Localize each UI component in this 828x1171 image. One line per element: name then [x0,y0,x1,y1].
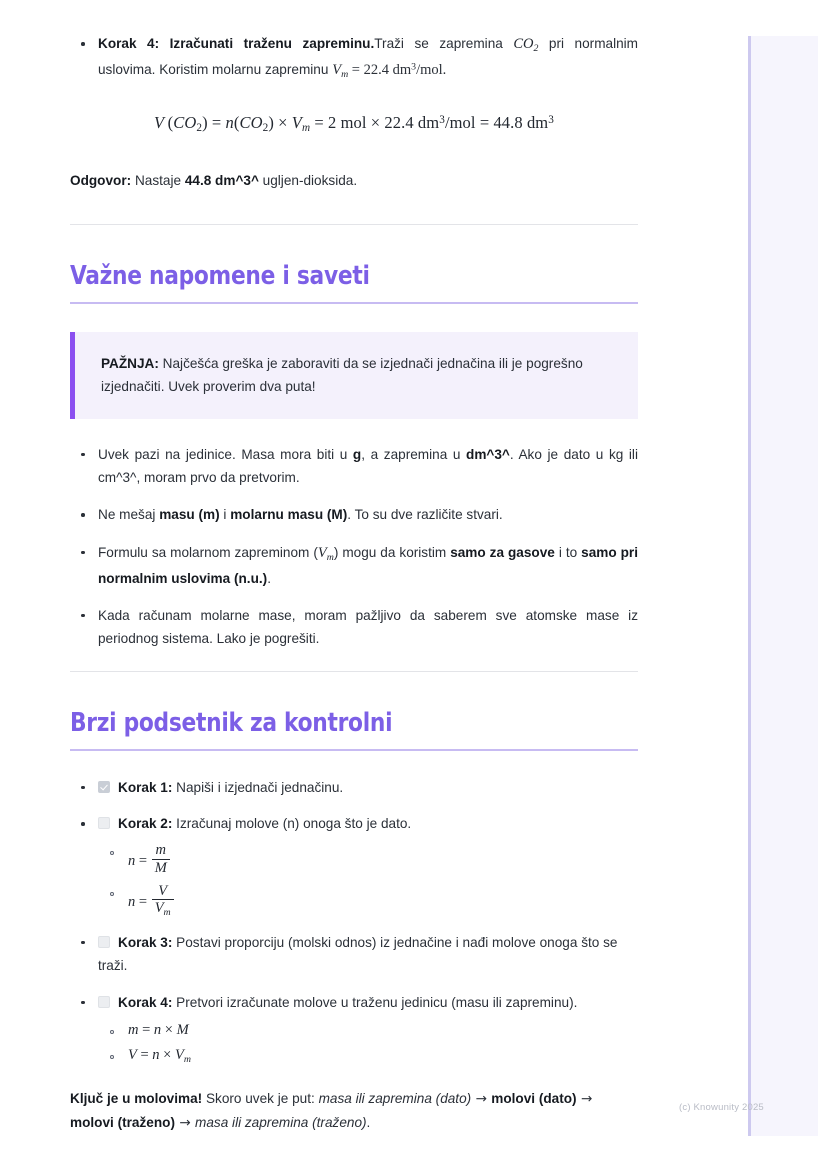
math-symbol: n [153,1021,162,1038]
checklist-item-text: Pretvori izračunate molove u traženu jedinicu (masu ili zapreminu). [172,994,578,1010]
closing-bold-b: molovi (traženo) [70,1115,175,1131]
math-symbol: M [154,859,167,876]
math-symbol: n [128,853,136,870]
closing-arrow-3: → [174,1115,196,1132]
right-side-panel [748,36,818,1136]
attention-callout [70,332,638,419]
formula: m = n × M [128,1021,189,1038]
reminder-section [70,708,638,751]
note-text: . To su dve različite stvari. [347,507,503,523]
closing-block [70,1087,638,1136]
checkbox-checked-icon[interactable] [98,781,110,793]
step4-list [70,32,638,83]
fraction [152,842,170,875]
formula-list-item [98,842,638,875]
formula-list-item [98,1021,638,1039]
note-text: . [267,570,271,586]
math-symbol: $V_m$ [174,1046,191,1065]
math-symbol: V [128,1046,137,1063]
formula-sublist [98,1021,638,1065]
reminder-title-rule [70,749,638,751]
note-list-item [70,443,638,490]
note-list-item [70,503,638,526]
formula-list-item [98,883,638,918]
checklist-item-label: Korak 2: [118,816,173,831]
closing-arrow-1: → [471,1090,492,1107]
answer-value: 44.8 dm^3^ [184,172,259,188]
step4-list-item [70,32,638,83]
closing-arrow-2: → [576,1090,593,1107]
closing-italic-a: masa ili zapremina (dato) [318,1090,472,1106]
volume-equation: V $(CO_2) = n(CO_2) \times V_m = 2$ mol × 22.4 $dm^3$/mol = 44.8 $dm^3$ [154,113,554,135]
note-paragraph [98,443,638,490]
note-bold-text: samo pri normalnim uslovima (n.u.) [98,544,638,586]
note-bold-text: g [352,446,362,462]
note-bold-text: dm^3^ [466,446,510,462]
checklist-item-label: Korak 3: [118,934,173,950]
notes-bullet-list [70,443,638,651]
note-text: Ne mešaj [98,507,160,523]
step4-text-b: pri normalnim uslovima. Koristim molarnu zapreminu [98,36,639,77]
notes-section [70,261,638,304]
note-bold-text: samo za gasove [450,544,555,560]
math-symbol: m [155,842,166,859]
note-paragraph [98,541,638,590]
step4-block [70,0,638,83]
answer-text-b: ugljen-dioksida. [258,172,358,188]
formula: $V = n \times V_m$ [128,1046,191,1065]
checkbox-unchecked-icon[interactable] [98,817,110,829]
checklist-item-label: Korak 4: [118,994,173,1010]
checklist-item-text: Izračunaj molove (n) onoga što je dato. [172,816,412,831]
formula: n = $\frac{m}{M}$ [128,853,171,869]
note-text: . Ako je dato u kg ili cm^3^, moram prvo da pretvorim. [98,446,638,486]
note-text: , a zapremina u [361,446,467,462]
step4-label: Korak 4: Izračunati traženu zapreminu. [98,36,375,51]
closing-italic-b: masa ili zapremina (traženo) [195,1115,367,1131]
answer-label: Odgovor: [70,172,132,188]
closing-lead: Ključ je u molovima! [70,1090,203,1106]
fraction [152,883,174,918]
answer-block [70,169,638,192]
note-text: Uvek pazi na jedinice. Masa mora biti u [98,446,353,462]
note-text: i [219,507,231,523]
math-symbol: n [152,1046,160,1063]
note-text: Kada računam molarne mase, moram pažljivo da saberem sve atomske mase iz periodnog sistema. Lako je pogrešiti. [98,607,638,647]
checkbox-unchecked-icon[interactable] [98,936,110,948]
math-symbol: $V_m$ [317,544,334,563]
closing-paragraph [70,1087,638,1136]
math-symbol: m [128,1021,139,1038]
divider-2 [70,671,638,672]
right-side-panel-edge [748,36,751,1136]
note-text: i to [554,544,582,560]
math-symbol: V [158,882,168,899]
checklist-item-paragraph [98,991,638,1014]
checklist-item-paragraph [98,776,638,799]
closing-bold-a: molovi (dato) [491,1090,577,1106]
divider-1 [70,224,638,225]
checklist-item-paragraph [98,812,638,835]
formula-list-item [98,1046,638,1065]
note-paragraph [98,503,638,526]
co2-formula: $CO_2$ [513,36,539,54]
reminder-section-title: Brzi podsetnik za kontrolni [70,707,393,738]
checklist-wrapper [70,776,638,1065]
callout-label: PAŽNJA: [101,355,159,371]
note-text: Formulu sa molarnom zapreminom ( [98,544,318,560]
math-symbol: $V_m$ [154,900,171,918]
math-symbol: n [128,893,136,910]
formula-sublist [98,842,638,917]
answer-text-a: Nastaje [131,172,185,188]
note-list-item [70,604,638,651]
notes-section-title: Važne napomene i saveti [70,260,370,291]
checklist-item-text: Postavi proporciju (molski odnos) iz jednačine i nađi molove onoga što se traži. [98,934,618,974]
answer-paragraph [70,169,638,192]
checklist-item-label: Korak 1: [118,779,173,795]
step4-text-a: Traži se zapremina [374,36,514,51]
note-paragraph [98,604,638,651]
checklist-item-text: Napiši i izjednači jednačinu. [172,779,344,795]
note-bold-text: molarnu masu (M) [230,507,348,523]
checklist-item-paragraph [98,931,638,978]
math-symbol: M [176,1021,189,1038]
checklist-item [70,776,638,799]
note-bold-text: masu (m) [159,507,220,523]
notes-bullet-list-wrapper [70,443,638,651]
callout-paragraph [101,352,612,399]
checklist-item [70,991,638,1065]
closing-text-a: Skoro uvek je put: [202,1090,319,1106]
step4-paragraph [98,32,638,83]
callout-text: Najčešća greška je zaboraviti da se izjednači jednačina ili je pogrešno izjednačiti. Uvek proverim dva puta! [101,355,583,395]
notes-title-rule [70,302,638,304]
display-equation-block [70,113,638,134]
note-text: ) mogu da koristim [333,544,451,560]
copyright-watermark: (c) Knowunity 2025 [679,1102,764,1113]
vm-value: = 22.4 $dm^3$/mol. [348,61,447,78]
checklist-item [70,812,638,918]
attention-callout-wrapper [70,332,638,419]
formula: n = $\frac{V}{V_m}$ [128,894,175,910]
vm-symbol: $V_m$ [332,61,349,80]
checkbox-unchecked-icon[interactable] [98,996,110,1008]
reminder-checklist [70,776,638,1065]
closing-end: . [366,1115,371,1131]
note-list-item [70,541,638,590]
checklist-item [70,931,638,978]
